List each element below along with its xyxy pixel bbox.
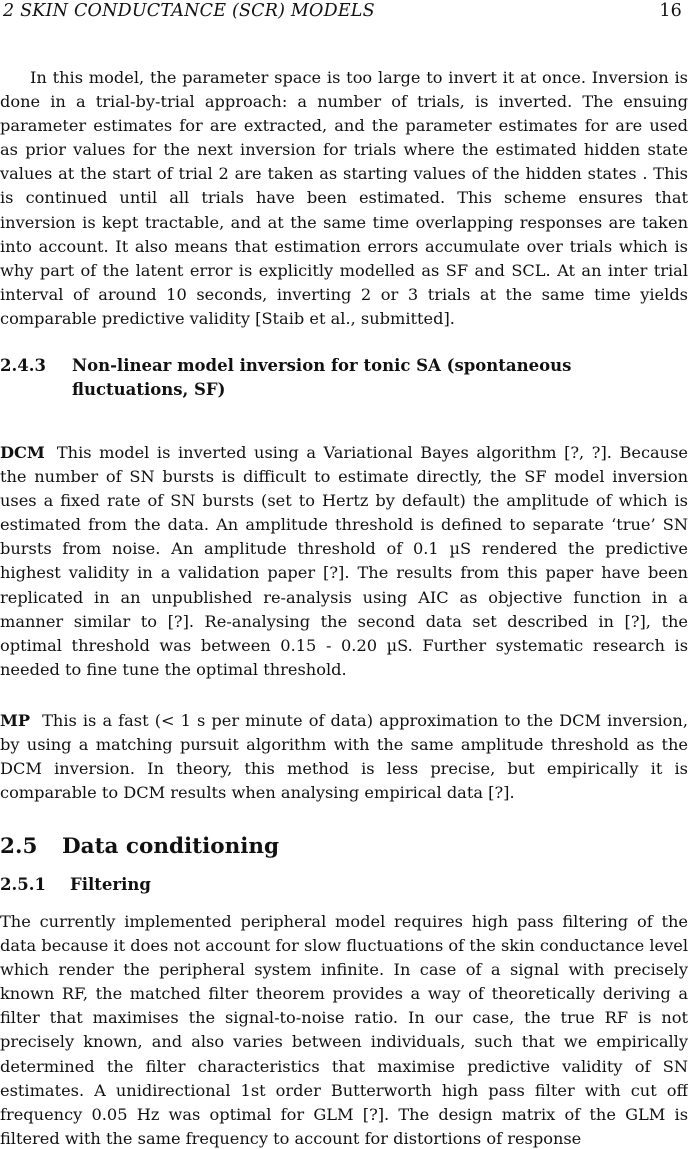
paragraph-dcm-text: This model is inverted using a Variational Bayes algorithm [?, ?]. Because the number of SN bursts is difficult to estimate directly, the SF model inversion uses a fixed rate of SN bursts (set to Hertz by default) the amplitude of which is estimated from the data. An amplitude threshold is defined to separate ‘true’ SN bursts from noise. An amplitude threshold of 0.1 µS rendered the predictive highest validity in a validation paper [?]. The results from this paper have been replicated in an unpublished re-analysis using AIC as objective function in a manner similar to [?]. Re-analysing the second data set described in [?], the optimal threshold was between 0.15 - 0.20 µS. Further systematic research is needed to fine tune the optimal threshold.	[0, 443, 688, 679]
paragraph-dcm	[0, 441, 688, 682]
paragraph-trial-by-trial-inversion: In this model, the parameter space is too large to invert it at once. Inversion is done in a trial-by-trial approach: a number of trials, is inverted. The ensuing parameter estimates for are extracted, and the parameter estimates for are used as prior values for the next inversion for trials where the estimated hidden state values at the start of trial 2 are taken as starting values of the hidden states . This is continued until all trials have been estimated. This scheme ensures that inversion is kept tractable, and at the same time overlapping responses are taken into account. It also means that estimation errors accumulate over trials which is why part of the latent error is explicitly modelled as SF and SCL. At an inter trial interval of around 10 seconds, inverting 2 or 3 trials at the same time yields comparable predictive validity [Staib et al., submitted].	[0, 68, 688, 328]
page-number: 16	[659, 1, 682, 21]
paragraph-mp-text: This is a fast (< 1 s per minute of data) approximation to the DCM inversion, by using a matching pursuit algorithm with the same amplitude threshold as the DCM inversion. In theory, this method is less precise, but empirically it is comparable to DCM results when analysing empirical data [?].	[0, 711, 688, 803]
section-title: Data conditioning	[62, 834, 280, 859]
runin-label-dcm: DCM	[0, 443, 45, 462]
section-number: 2.5	[0, 834, 38, 859]
section-number: 2.4.3	[0, 356, 46, 375]
paragraph-filtering: The currently implemented peripheral model requires high pass filtering of the data because it does not account for slow fluctuations of the skin conductance level which render the peripheral system infinite. In case of a signal with precisely known RF, the matched filter theorem provides a way of theoretically deriving a filter that maximises the signal-to-noise ratio. In our case, the true RF is not precisely known, and also varies between individuals, such that we empirically determined the filter characteristics that maximise predictive validity of SN estimates. A unidirectional 1st order Butterworth high pass filter with cut off frequency 0.05 Hz was optimal for GLM [?]. The design matrix of the GLM is filtered with the same frequency to account for distortions of response	[0, 912, 688, 1148]
running-title: 2 SKIN CONDUCTANCE (SCR) MODELS	[3, 1, 375, 21]
section-number: 2.5.1	[0, 875, 46, 894]
runin-label-mp: MP	[0, 711, 31, 730]
paragraph-mp	[0, 709, 688, 805]
section-title: Filtering	[70, 875, 151, 894]
section-title: Non-linear model inversion for tonic SA (spontaneous fluctuations, SF)	[72, 356, 572, 399]
running-header	[3, 0, 682, 26]
